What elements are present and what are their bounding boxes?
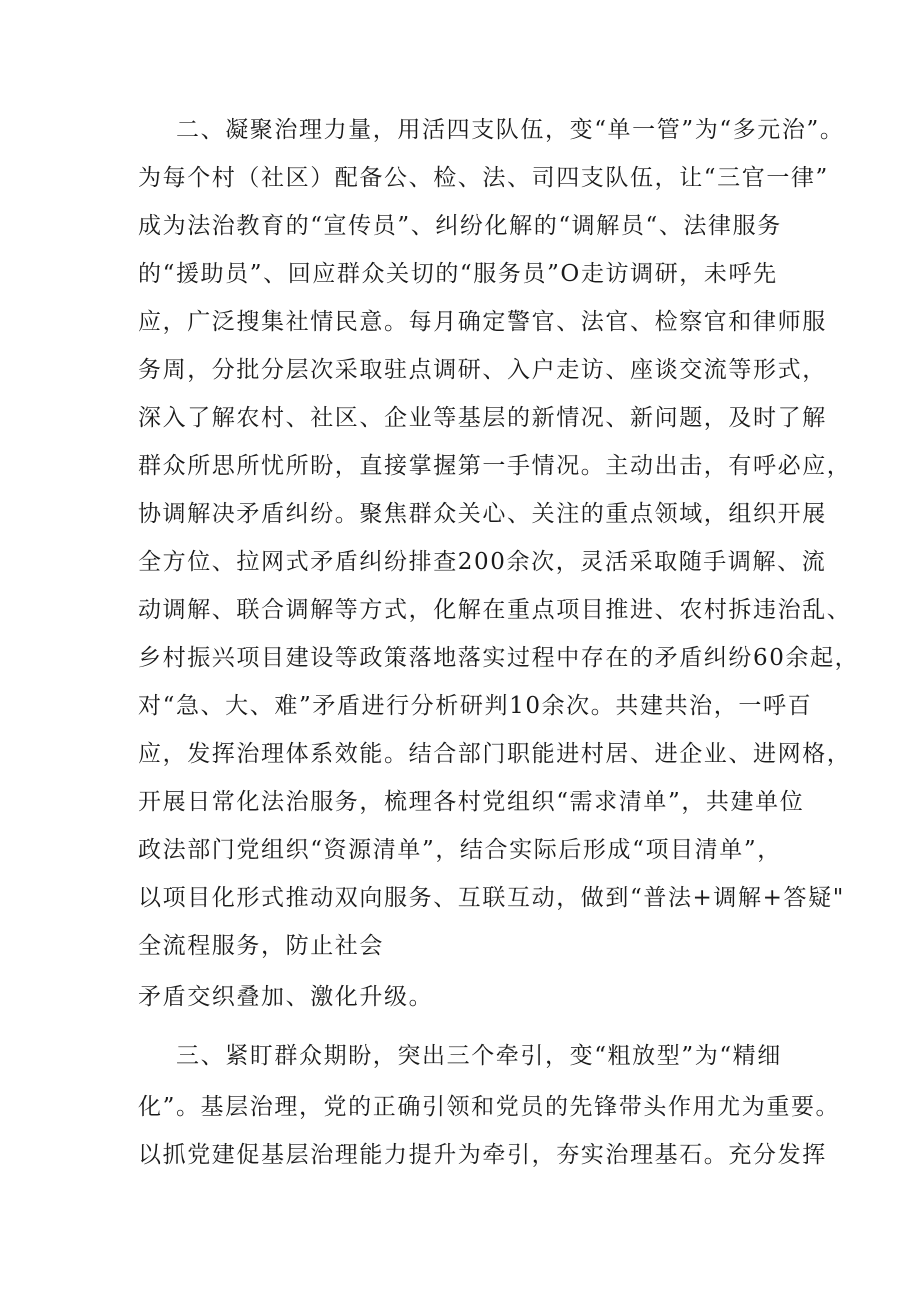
text-line: 政法部门党组织“资源清单”，结合实际后形成“项目清单”， — [138, 837, 782, 863]
text-line: 以抓党建促基层治理能力提升为牵引，夯实治理基石。充分发挥 — [138, 1142, 827, 1168]
text-line: 的“援助员”、回应群众关切的“服务员”O走访调研，未呼先 — [138, 261, 778, 287]
paragraph-3-heading-line: 三、紧盯群众期盼，突出三个牵引，变“粗放型”为“精细 — [176, 1043, 782, 1069]
text-line: 以项目化形式推动双向服务、互联互动，做到“普法+调解+答疑" — [138, 885, 845, 911]
text-line: 矛盾交织叠加、激化升级。 — [138, 984, 434, 1010]
text-line: 开展日常化法治服务，梳理各村党组织“需求清单”，共建单位 — [138, 789, 805, 815]
text-line: 成为法治教育的“宣传员”、纠纷化解的“调解员“、法律服务 — [138, 213, 782, 239]
text-line: 应，广泛搜集社情民意。每月确定警官、法官、检察官和律师服 — [138, 309, 827, 335]
text-line: 动调解、联合调解等方式，化解在重点项目推进、农村拆违治乱、 — [138, 597, 852, 623]
text-line: 全方位、拉网式矛盾纠纷排查200余次，灵活采取随手调解、流 — [138, 549, 827, 575]
text-line: 对“急、大、难”矛盾进行分析研判10余次。共建共治，一呼百 — [138, 693, 813, 719]
paragraph-2-heading-line: 二、凝聚治理力量，用活四支队伍，变“单一管”为“多元治”。 — [176, 117, 845, 143]
text-line: 务周，分批分层次采取驻点调研、入户走访、座谈交流等形式， — [138, 357, 827, 383]
text-line: 乡村振兴项目建设等政策落地落实过程中存在的矛盾纠纷60余起， — [138, 645, 860, 671]
text-line: 应，发挥治理体系效能。结合部门职能进村居、进企业、进网格， — [138, 741, 852, 767]
text-line: 深入了解农村、社区、企业等基层的新情况、新问题，及时了解 — [138, 405, 827, 431]
text-line: 群众所思所忧所盼，直接掌握第一手情况。主动出击，有呼必应， — [138, 453, 852, 479]
text-line: 全流程服务，防止社会 — [138, 933, 384, 959]
text-line: 协调解决矛盾纠纷。聚焦群众关心、关注的重点领域，组织开展 — [138, 501, 827, 527]
text-line: 为每个村（社区）配备公、检、法、司四支队伍，让“三官一律” — [138, 165, 829, 191]
text-line: 化”。基层治理，党的正确引领和党员的先锋带头作用尤为重要。 — [138, 1094, 841, 1120]
